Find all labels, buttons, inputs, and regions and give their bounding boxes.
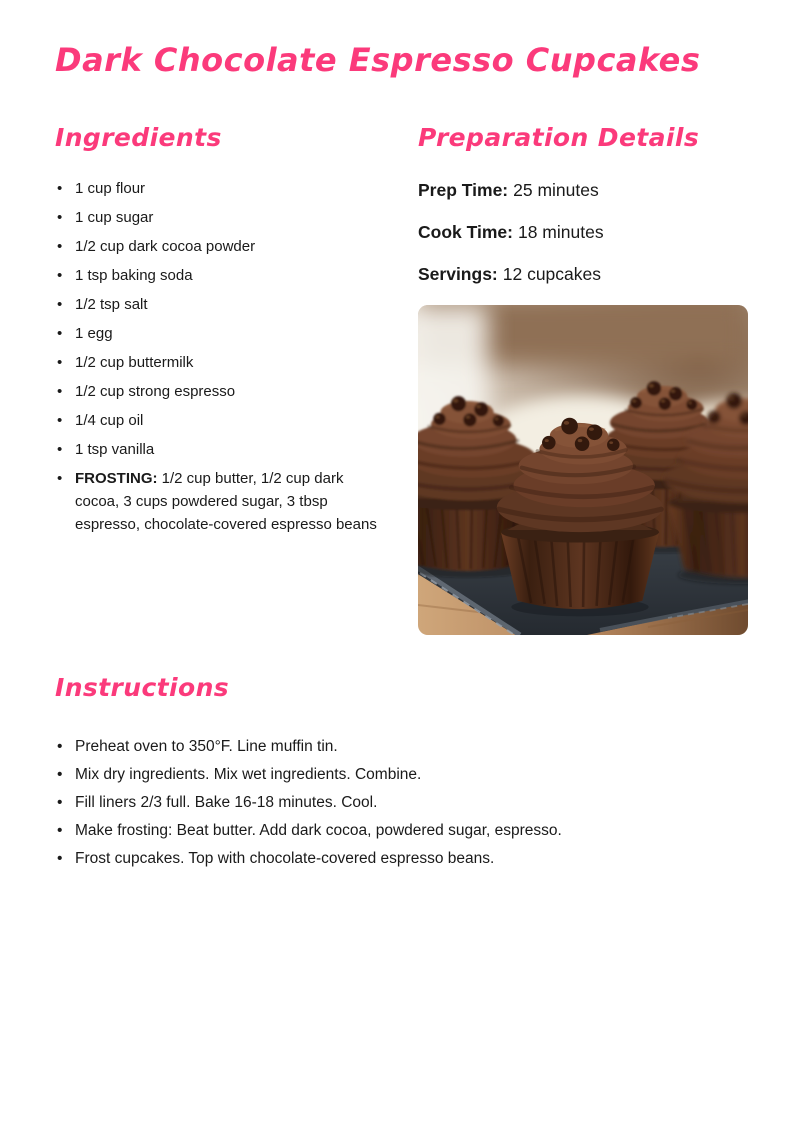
two-column-layout — [55, 122, 748, 635]
prep-label: Servings: — [418, 264, 498, 285]
ingredient-item — [55, 177, 385, 200]
prep-row — [418, 221, 748, 243]
instructions-list — [55, 735, 748, 870]
ingredient-item — [55, 380, 385, 403]
ingredient-text: 1/2 cup dark cocoa powder — [75, 238, 256, 256]
ingredient-emphasis: FROSTING: — [75, 470, 158, 488]
ingredient-item — [55, 293, 385, 316]
prep-details — [418, 179, 748, 285]
ingredients-column — [55, 122, 385, 635]
instruction-item: • Preheat oven to 350°F. Line muffin tin. — [55, 735, 748, 758]
ingredient-item — [55, 235, 385, 258]
ingredient-text: 1/4 cup oil — [75, 412, 144, 430]
prep-row — [418, 179, 748, 201]
instruction-item: • Frost cupcakes. Top with chocolate-covered espresso beans. — [55, 847, 748, 870]
ingredient-item — [55, 264, 385, 287]
section-heading-instructions: Instructions — [55, 673, 230, 703]
ingredient-text: 1/2 cup buttermilk — [75, 354, 194, 372]
prep-value: 25 minutes — [513, 180, 599, 201]
instruction-item: • Fill liners 2/3 full. Bake 16-18 minutes. Cool. — [55, 791, 748, 814]
prep-label: Prep Time: — [418, 180, 509, 201]
ingredient-item — [55, 322, 385, 345]
recipe-photo — [418, 305, 748, 635]
ingredient-item — [55, 351, 385, 374]
instruction-item: • Make frosting: Beat butter. Add dark cocoa, powdered sugar, espresso. — [55, 819, 748, 842]
section-heading-preparation: Preparation Details — [418, 123, 700, 152]
ingredient-text: 1 tsp baking soda — [75, 267, 193, 285]
page-title: Dark Chocolate Espresso Cupcakes — [55, 41, 701, 79]
cupcake-illustration — [418, 305, 748, 635]
ingredient-text: 1 cup sugar — [75, 209, 154, 227]
ingredient-text: 1/2 cup butter, 1/2 cup dark cocoa, 3 cups powdered sugar, 3 tbsp espresso, chocolate-covered espresso beans — [75, 470, 377, 534]
ingredients-list — [55, 177, 385, 536]
instruction-item: • Mix dry ingredients. Mix wet ingredients. Combine. — [55, 763, 748, 786]
ingredient-text: 1/2 tsp salt — [75, 296, 148, 314]
ingredient-text: 1 egg — [75, 325, 113, 343]
ingredient-text: 1/2 cup strong espresso — [75, 383, 236, 401]
prep-row — [418, 263, 748, 285]
prep-value: 18 minutes — [517, 222, 604, 243]
ingredient-item — [55, 206, 385, 229]
ingredient-item — [55, 467, 385, 536]
ingredient-text: 1 cup flour — [75, 180, 146, 198]
prep-label: Cook Time: — [418, 222, 513, 243]
ingredient-item — [55, 409, 385, 432]
preparation-column — [418, 122, 748, 635]
instructions-section — [55, 672, 748, 869]
prep-value: 12 cupcakes — [502, 264, 602, 285]
section-heading-ingredients: Ingredients — [55, 123, 222, 152]
ingredient-item — [55, 438, 385, 461]
ingredient-text: 1 tsp vanilla — [75, 441, 155, 459]
